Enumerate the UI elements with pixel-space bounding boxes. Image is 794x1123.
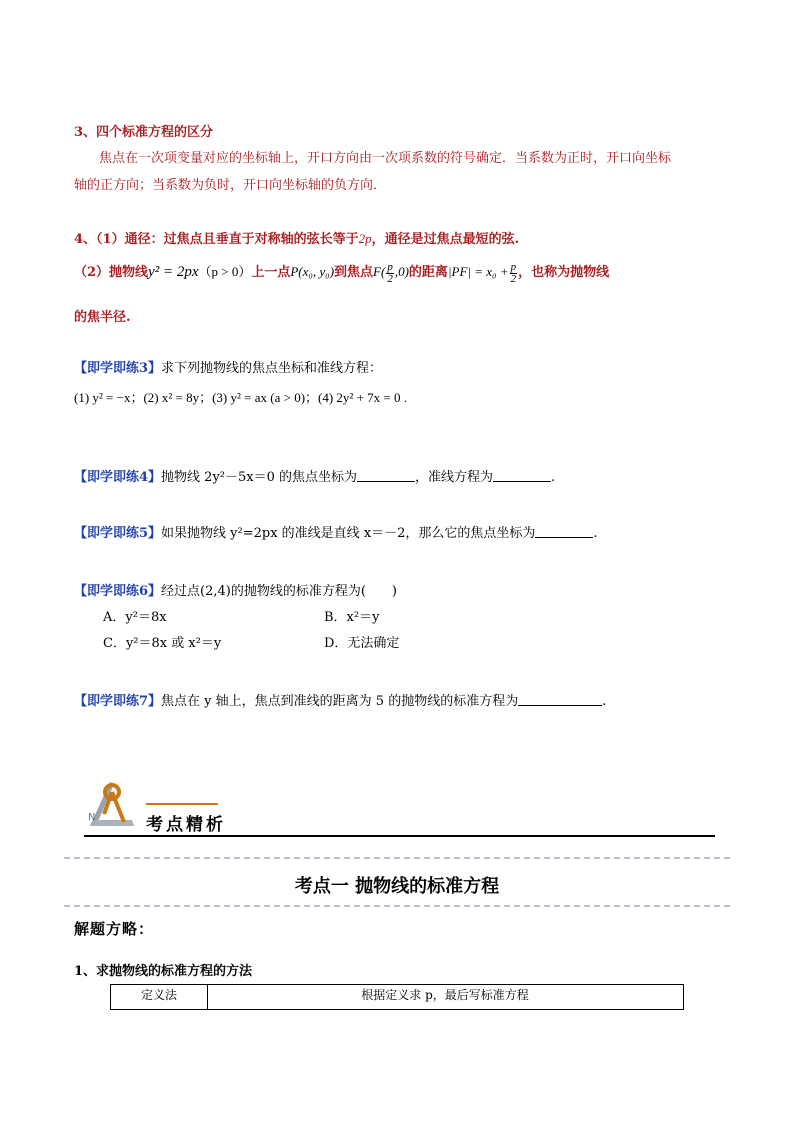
exercise-7-tag: 【即学即练7】 — [74, 694, 162, 709]
exercise-5-tag: 【即学即练5】 — [74, 526, 162, 541]
to-focus-text: 到焦点 — [334, 265, 374, 280]
exercise-6 — [74, 580, 397, 599]
exercise-4: 【即学即练4】抛物线 2y²－5x＝0 的焦点坐标为 ，准线方程为 . — [74, 470, 556, 485]
option-a[interactable]: A．y²＝8x — [103, 610, 167, 625]
exercise-4-tag: 【即学即练4】 — [74, 470, 162, 485]
section-4-line-1 — [74, 228, 519, 247]
exercise-3-items: (1) y² = −x；(2) x² = 8y；(3) y² = ax (a > 0)；(4) 2y² + 7x = 0 . — [74, 390, 407, 405]
exercise-4-text: 抛物线 2y²－5x＝0 的焦点坐标为 — [161, 470, 358, 485]
exercise-7: 【即学即练7】焦点在 y 轴上，焦点到准线的距离为 5 的抛物线的标准方程为 . — [74, 694, 607, 709]
focal-radius-intro: （2）抛物线 — [74, 265, 149, 280]
banner-rule — [84, 835, 715, 837]
exercise-3 — [74, 357, 382, 376]
option-c[interactable]: C．y²＝8x 或 x²＝y — [103, 636, 222, 651]
option-b[interactable]: B．x²＝y — [324, 610, 380, 625]
distance-text: 的距离 — [408, 265, 448, 280]
answer-blank[interactable] — [518, 693, 602, 706]
section-4-line-2 — [74, 261, 609, 285]
table-cell-description: 根据定义求 p，最后写标准方程 — [361, 988, 529, 1002]
point-on-text: 上一点 — [251, 265, 291, 280]
parabola-condition: （p > 0） — [198, 264, 252, 279]
subheading-1: 1、求抛物线的标准方程的方法 — [74, 964, 253, 979]
focus-f: F( $\frac{p}{2}$ ,0) — [373, 260, 409, 285]
exercise-3-tag: 【即学即练3】 — [74, 361, 162, 376]
section-4-line-3: 的焦半径. — [74, 310, 131, 325]
banner-accent-line — [146, 803, 218, 805]
exercise-6-question: 经过点(2,4)的抛物线的标准方程为( ) — [161, 584, 398, 599]
answer-blank[interactable] — [535, 525, 593, 538]
exercise-3-prompt: 求下列抛物线的焦点坐标和准线方程： — [161, 361, 383, 376]
exercise-6-tag: 【即学即练6】 — [74, 584, 162, 599]
topic-title: 考点一 抛物线的标准方程 — [294, 876, 500, 897]
latus-rectum-text-end: ，通径是过焦点最短的弦. — [371, 232, 520, 247]
svg-text:N: N — [88, 812, 96, 823]
section-3-line-1: 焦点在一次项变量对应的坐标轴上，开口方向由一次项系数的符号确定．当系数为正时，开口向坐标 — [99, 151, 672, 166]
section-3-heading: 3、四个标准方程的区分 — [74, 125, 214, 140]
divider-bottom — [64, 905, 730, 907]
banner-title: 考点精析 — [146, 815, 226, 835]
answer-blank[interactable] — [357, 469, 415, 482]
exercise-5-text: 如果抛物线 y²=2px 的准线是直线 x＝－2，那么它的焦点坐标为 — [161, 526, 536, 541]
exercise-7-text: 焦点在 y 轴上，焦点到准线的距离为 5 的抛物线的标准方程为 — [161, 694, 519, 709]
option-d[interactable]: D．无法确定 — [324, 636, 400, 651]
parabola-equation: y² = 2px — [148, 264, 199, 280]
divider-top — [64, 857, 730, 859]
latus-rectum-text: 4、（1）通径：过焦点且垂直于对称轴的弦长等于 — [74, 232, 359, 247]
focal-distance-formula: |PF| = x₀ + $\frac{p}{2}$ — [447, 260, 517, 285]
method-table — [110, 984, 684, 1010]
point-p: P(x₀, y₀) — [290, 264, 335, 279]
section-3-line-2: 轴的正方向；当系数为负时，开口向坐标轴的负方向． — [74, 178, 387, 193]
method-heading: 解题方略： — [74, 920, 155, 938]
latus-rectum-length: 2p — [358, 231, 372, 246]
answer-blank[interactable] — [493, 469, 551, 482]
focal-radius-name: ，也称为抛物线 — [518, 265, 610, 280]
table-cell-method: 定义法 — [111, 985, 208, 1009]
compass-ruler-icon — [84, 776, 140, 832]
exercise-5: 【即学即练5】如果抛物线 y²=2px 的准线是直线 x＝－2，那么它的焦点坐标为 . — [74, 526, 598, 541]
